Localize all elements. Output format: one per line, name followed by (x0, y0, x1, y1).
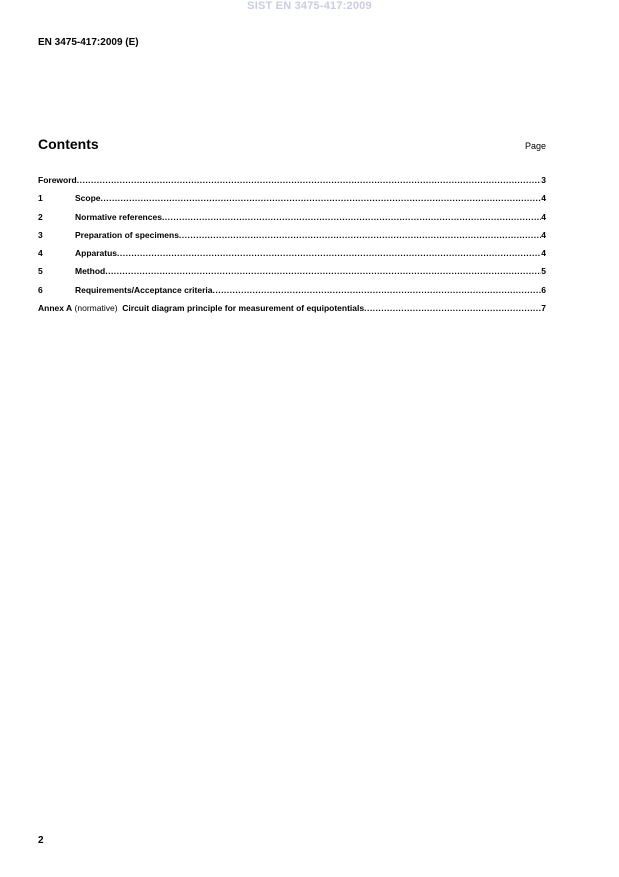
toc-entry-page: 4 (541, 248, 546, 259)
toc-entry-method[interactable] (38, 266, 546, 284)
toc-entry-annex-a[interactable] (38, 303, 546, 321)
toc-entry-title: Normative references (75, 211, 162, 222)
toc-entry-requirements[interactable] (38, 285, 546, 303)
page-number: 2 (38, 835, 44, 846)
toc-entry-foreword[interactable] (38, 175, 546, 193)
toc-leader-dots (179, 230, 541, 240)
document-identifier: EN 3475-417:2009 (E) (38, 37, 139, 48)
toc-entry-number: 3 (38, 229, 43, 240)
toc-entry-apparatus[interactable] (38, 248, 546, 266)
toc-entry-preparation-of-specimens[interactable] (38, 230, 546, 248)
toc-entry-page: 3 (541, 175, 546, 185)
page-column-label: Page (524, 141, 546, 151)
toc-entry-title: Circuit diagram principle for measurement of equipotentials (122, 303, 365, 314)
toc-entry-number: 5 (38, 266, 43, 277)
contents-header (38, 135, 546, 155)
toc-entry-page: 4 (541, 193, 546, 204)
watermark: SIST EN 3475-417:2009 (247, 0, 372, 12)
toc-leader-dots (101, 193, 542, 203)
toc-entry-number: 1 (38, 193, 43, 204)
toc-leader-dots (162, 212, 541, 222)
toc-entry-title: Method (75, 266, 106, 277)
toc-entry-title: Preparation of specimens (75, 229, 179, 240)
toc-entry-page: 4 (541, 211, 546, 222)
toc-entry-number: 4 (38, 248, 43, 259)
toc-entry-number: 2 (38, 211, 43, 222)
toc-entry-page: 6 (541, 284, 546, 295)
toc-leader-dots (364, 303, 541, 313)
toc-annex-type: (normative) (74, 303, 118, 314)
toc-leader-dots (117, 248, 541, 258)
toc-leader-dots (212, 285, 541, 295)
toc-entry-title: Apparatus (75, 248, 118, 259)
toc-leader-dots (105, 266, 541, 276)
toc-entry-normative-references[interactable] (38, 212, 546, 230)
table-of-contents (38, 175, 546, 321)
toc-entry-scope[interactable] (38, 193, 546, 211)
toc-entry-page: 4 (541, 229, 546, 240)
contents-title: Contents (38, 136, 99, 152)
toc-entry-number: 6 (38, 284, 43, 295)
toc-leader-dots (77, 175, 542, 185)
toc-entry-page: 5 (541, 266, 546, 277)
toc-entry-title: Scope (75, 193, 101, 204)
toc-annex-label: Annex A (38, 303, 73, 314)
toc-entry-title: Requirements/Acceptance criteria (75, 284, 213, 295)
toc-entry-page: 7 (541, 303, 546, 314)
toc-entry-title: Foreword (38, 175, 77, 185)
